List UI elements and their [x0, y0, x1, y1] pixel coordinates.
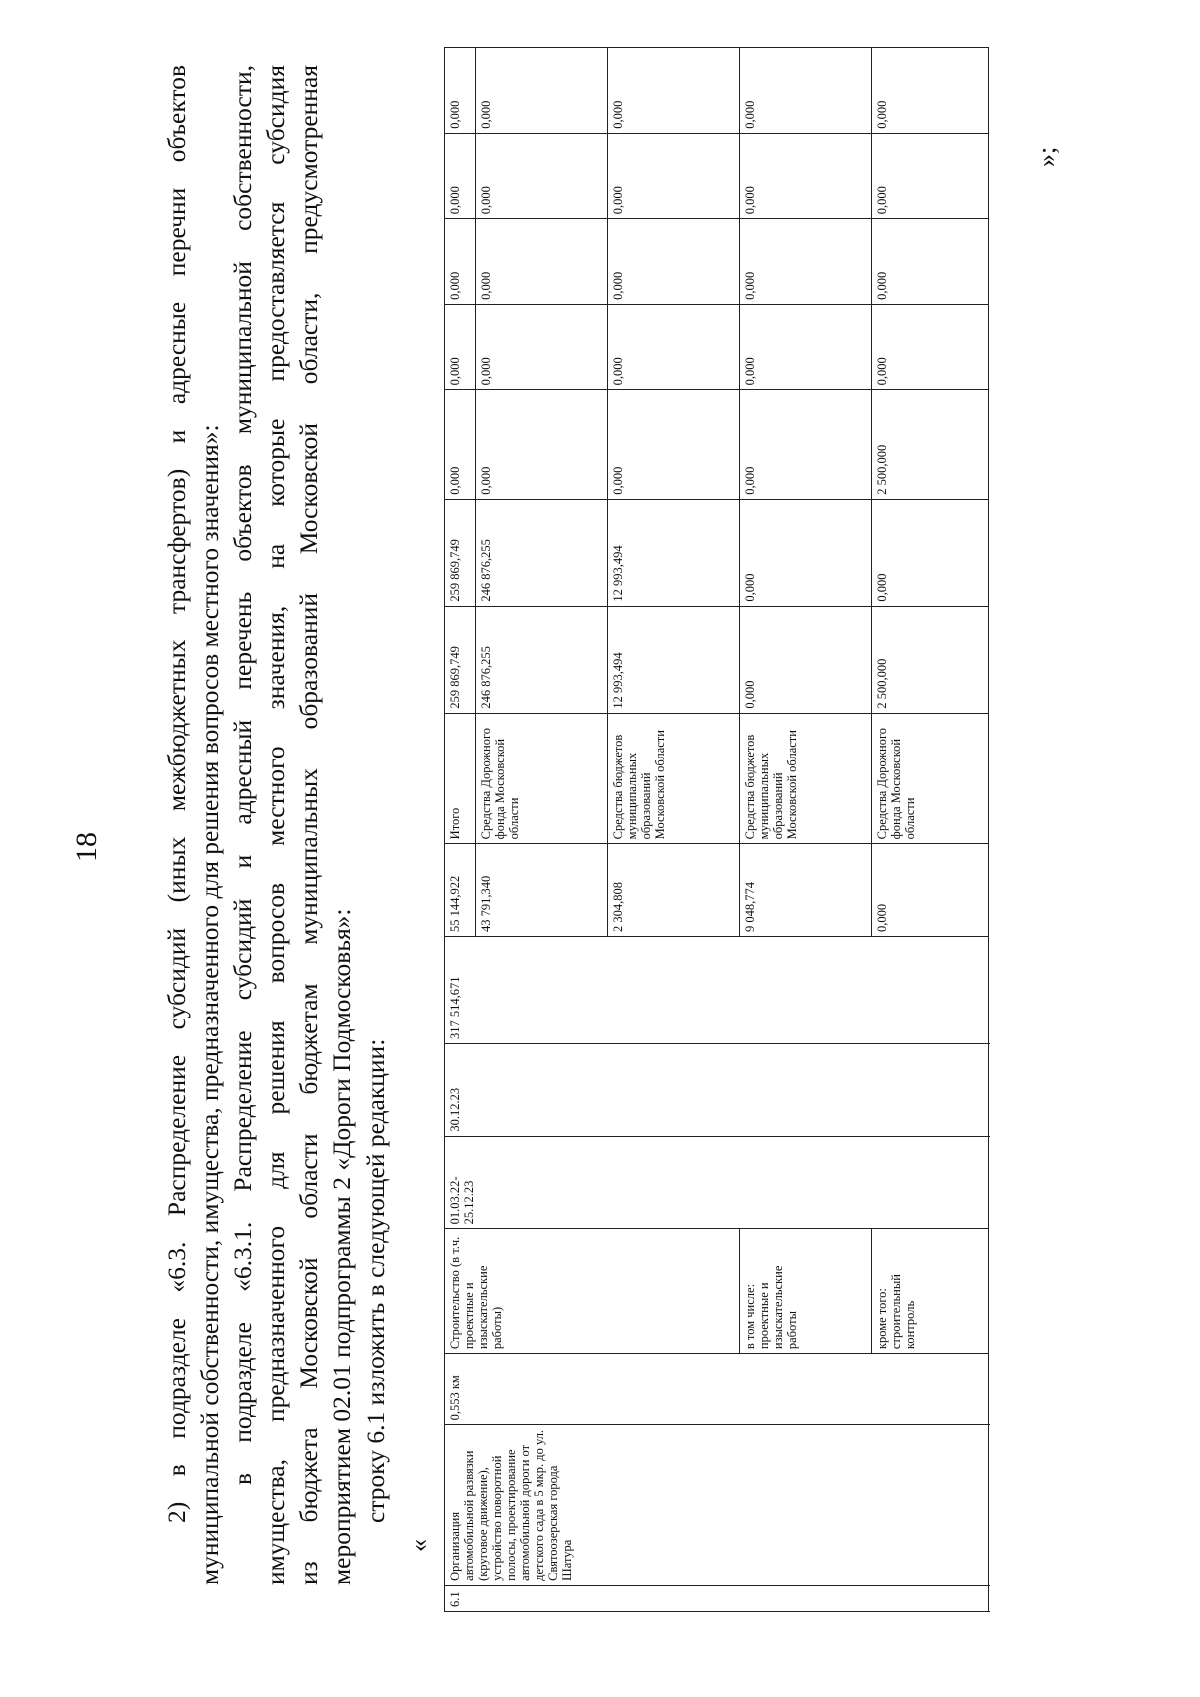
capacity-cell: 0,553 км	[445, 1354, 989, 1425]
funded-before-cell: 55 144,922	[445, 844, 476, 937]
value-cell: 259 869,749	[445, 499, 476, 606]
source-cell: Средства бюджетов муниципальных образований Московской области	[608, 713, 740, 844]
value-cell: 0,000	[445, 48, 476, 134]
source-cell: Средства Дорожного фонда Московской области	[872, 713, 989, 844]
limit-cost-cell: 317 514,671	[445, 937, 989, 1044]
value-cell: 0,000	[740, 304, 872, 390]
value-cell: 0,000	[872, 219, 989, 305]
value-cell: 0,000	[476, 304, 608, 390]
paragraph-line: мероприятием 02.01 подпрограммы 2 «Дороги Подмосковья»:	[327, 908, 356, 1585]
value-cell: 0,000	[445, 219, 476, 305]
funded-before-cell: 43 791,340	[476, 844, 608, 937]
value-cell: 12 993,494	[608, 499, 740, 606]
open-quote: «	[404, 1539, 433, 1552]
source-cell: Итого	[445, 713, 476, 844]
source-cell: Средства Дорожного фонда Московской области	[476, 713, 608, 844]
paragraph-line: из бюджета Московской области бюджетам муниципальных образований Московской области, предусмотренная	[294, 65, 323, 1585]
funded-before-cell: 2 304,808	[608, 844, 740, 937]
value-cell: 0,000	[608, 219, 740, 305]
value-cell: 0,000	[476, 48, 608, 134]
subsidy-table	[444, 47, 989, 1612]
value-cell: 0,000	[476, 133, 608, 219]
paragraph-row-6-1	[359, 65, 392, 1585]
value-cell: 0,000	[740, 133, 872, 219]
value-cell: 0,000	[740, 499, 872, 606]
paragraph-line: в подразделе «6.3.1. Распределение субсидий и адресный перечень объектов муниципальной собственности,	[228, 65, 257, 1485]
work-dates-cell: 01.03.22-25.12.23	[445, 1136, 989, 1229]
work-type-cell: Строительство (в т.ч. проектные и изыскательские работы)	[445, 1229, 740, 1354]
value-cell: 0,000	[445, 390, 476, 499]
value-cell: 0,000	[872, 499, 989, 606]
value-cell: 0,000	[872, 48, 989, 134]
value-cell: 246 876,255	[476, 606, 608, 713]
value-cell: 0,000	[445, 304, 476, 390]
commissioning-date-cell: 30.12.23	[445, 1043, 989, 1136]
source-cell: Средства бюджетов муниципальных образований Московской области	[740, 713, 872, 844]
row-number-cell: 6.1	[445, 1585, 989, 1611]
paragraph-line: 2) в подразделе «6.3. Распределение субсидий (иных межбюджетных трансфертов) и адресные перечни объектов	[162, 65, 191, 1523]
funded-before-cell: 0,000	[872, 844, 989, 937]
paragraph-line: имущества, предназначенного для решения вопросов местного значения, на которые предоставляется субсидия	[261, 65, 290, 1585]
funded-before-cell: 9 048,774	[740, 844, 872, 937]
object-name-cell: Организация автомобильной развязки (круговое движение), устройство поворотной полосы, проектирование автомобильной дороги от детского сада в 5 мкр. до ул. Святоозерская города Шатура	[445, 1425, 989, 1585]
page-number: 18	[70, 832, 103, 862]
work-type-cell: кроме того: строительный контроль	[872, 1229, 989, 1354]
value-cell: 0,000	[740, 606, 872, 713]
paragraph-line: строку 6.1 изложить в следующей редакции:	[361, 1038, 390, 1523]
close-quote: »;	[1032, 146, 1061, 167]
value-cell: 12 993,494	[608, 606, 740, 713]
value-cell: 0,000	[608, 133, 740, 219]
value-cell: 2 500,000	[872, 390, 989, 499]
work-type-cell: в том числе: проектные и изыскательские работы	[740, 1229, 872, 1354]
value-cell: 0,000	[872, 133, 989, 219]
value-cell: 0,000	[608, 48, 740, 134]
value-cell: 0,000	[608, 304, 740, 390]
paragraph-subsection-6-3-1	[226, 65, 358, 1585]
value-cell: 2 500,000	[872, 606, 989, 713]
value-cell: 0,000	[476, 219, 608, 305]
value-cell: 0,000	[740, 219, 872, 305]
value-cell: 0,000	[445, 133, 476, 219]
paragraph-line: муниципальной собственности, имущества, предназначенного для решения вопросов местного значения»:	[195, 424, 224, 1585]
value-cell: 0,000	[740, 390, 872, 499]
value-cell: 0,000	[872, 304, 989, 390]
value-cell: 0,000	[476, 390, 608, 499]
value-cell: 0,000	[608, 390, 740, 499]
table-row-total	[445, 48, 476, 1612]
paragraph-subsection-6-3	[160, 65, 226, 1585]
value-cell: 259 869,749	[445, 606, 476, 713]
value-cell: 246 876,255	[476, 499, 608, 606]
value-cell: 0,000	[740, 48, 872, 134]
